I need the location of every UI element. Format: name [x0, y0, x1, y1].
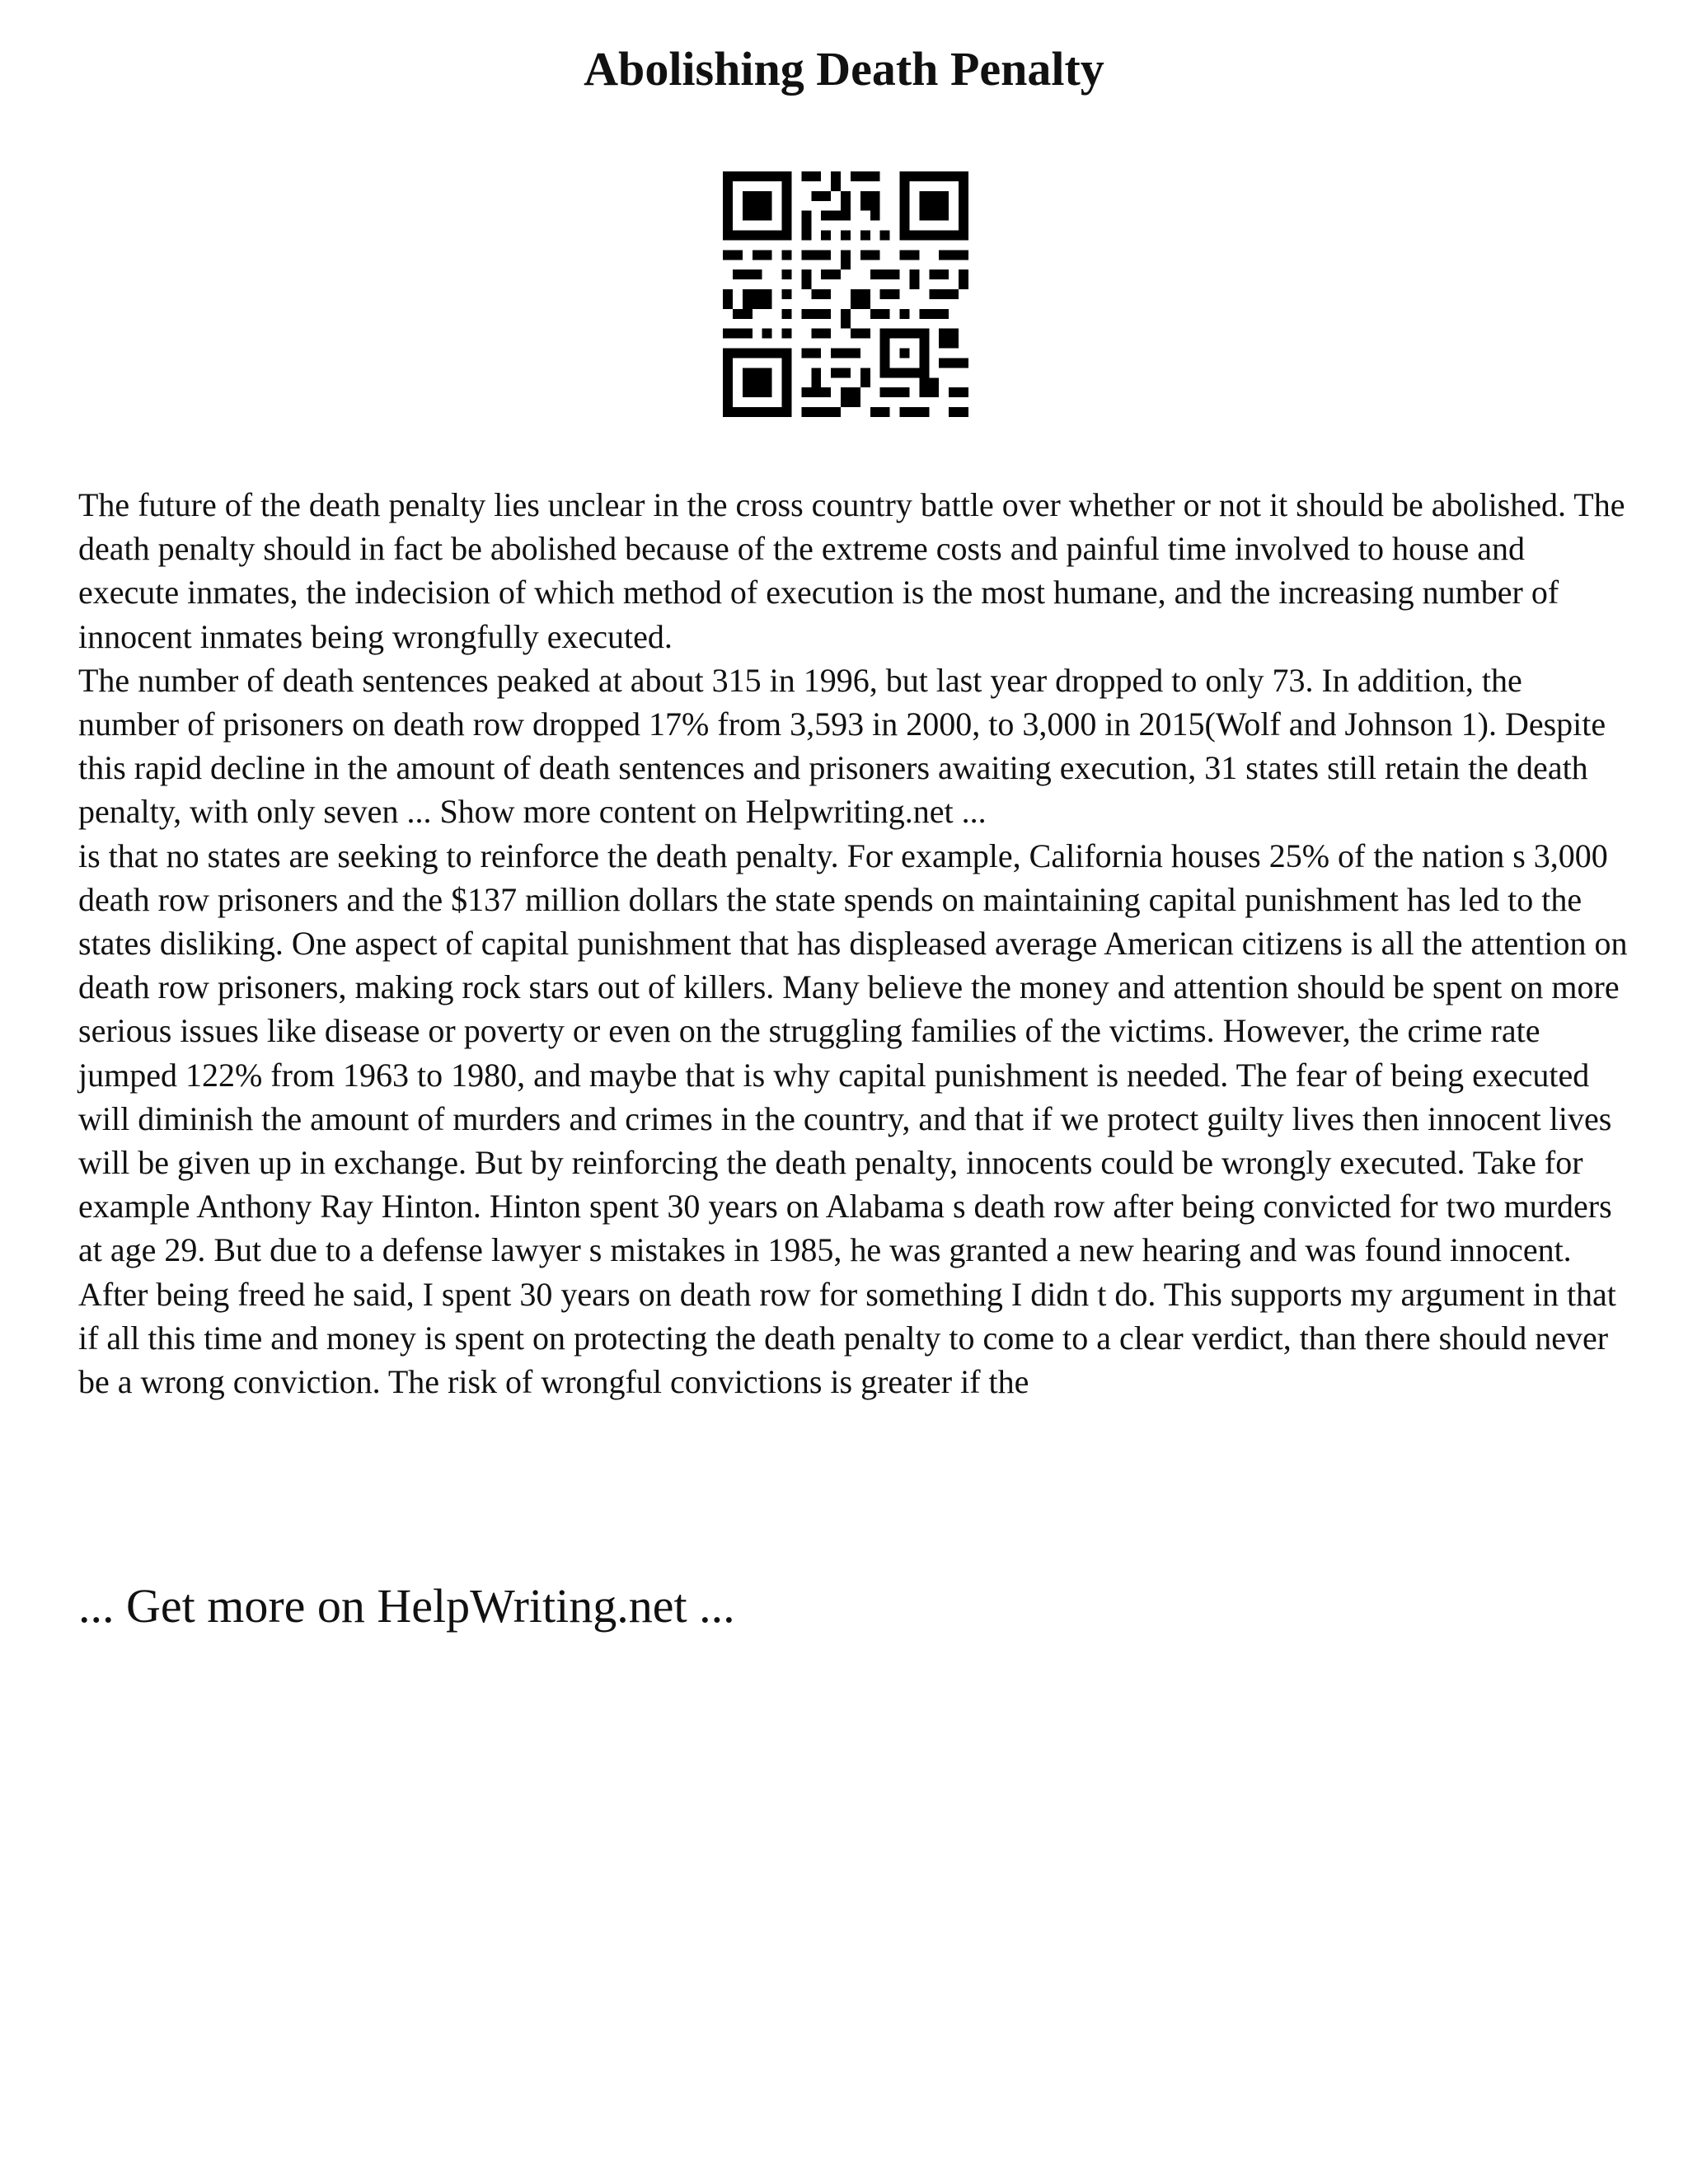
article-body [78, 483, 1628, 1404]
paragraph: The future of the death penalty lies unclear in the cross country battle over whether or not it should be abolished. The death penalty should in fact be abolished because of the extreme costs and painful time involved to house and execute inmates, the indecision of which method of execution is the most humane, and the increasing number of innocent inmates being wrongfully executed. [78, 486, 1625, 655]
get-more-link[interactable]: ... Get more on HelpWriting.net ... [78, 1579, 735, 1633]
qr-code [723, 171, 968, 417]
paragraph: The number of death sentences peaked at about 315 in 1996, but last year dropped to only 73. In addition, the number of prisoners on death row dropped 17% from 3,593 in 2000, to 3,000 in 2015(Wolf and Johnson 1). Despite this rapid decline in the amount of death sentences and prisoners awaiting execution, 31 states still retain the death penalty, with only seven ... Show more content on Helpwriting.net ... [78, 661, 1606, 831]
paragraph: is that no states are seeking to reinforce the death penalty. For example, California houses 25% of the nation s 3,000 death row prisoners and the $137 million dollars the state spends on maintaining capital punishment has led to the states disliking. One aspect of capital punishment that has displeased average American citizens is all the attention on death row prisoners, making rock stars out of killers. Many believe the money and attention should be spent on more serious issues like disease or poverty or even on the struggling families of the victims. However, the crime rate jumped 122% from 1963 to 1980, and maybe that is why capital punishment is needed. The fear of being executed will diminish the amount of murders and crimes in the country, and that if we protect guilty lives then innocent lives will be given up in exchange. But by reinforcing the death penalty, innocents could be wrongly executed. Take for example Anthony Ray Hinton. Hinton spent 30 years on Alabama s death row after being convicted for two murders at age 29. But due to a defense lawyer s mistakes in 1985, he was granted a new hearing and was found innocent. After being freed he said, I spent 30 years on death row for something I didn t do. This supports my argument in that if all this time and money is spent on protecting the death penalty to come to a clear verdict, than there should never be a wrong conviction. The risk of wrongful convictions is greater if the [78, 837, 1628, 1401]
qr-code-graphic [723, 171, 968, 417]
document-title: Abolishing Death Penalty [584, 42, 1104, 96]
